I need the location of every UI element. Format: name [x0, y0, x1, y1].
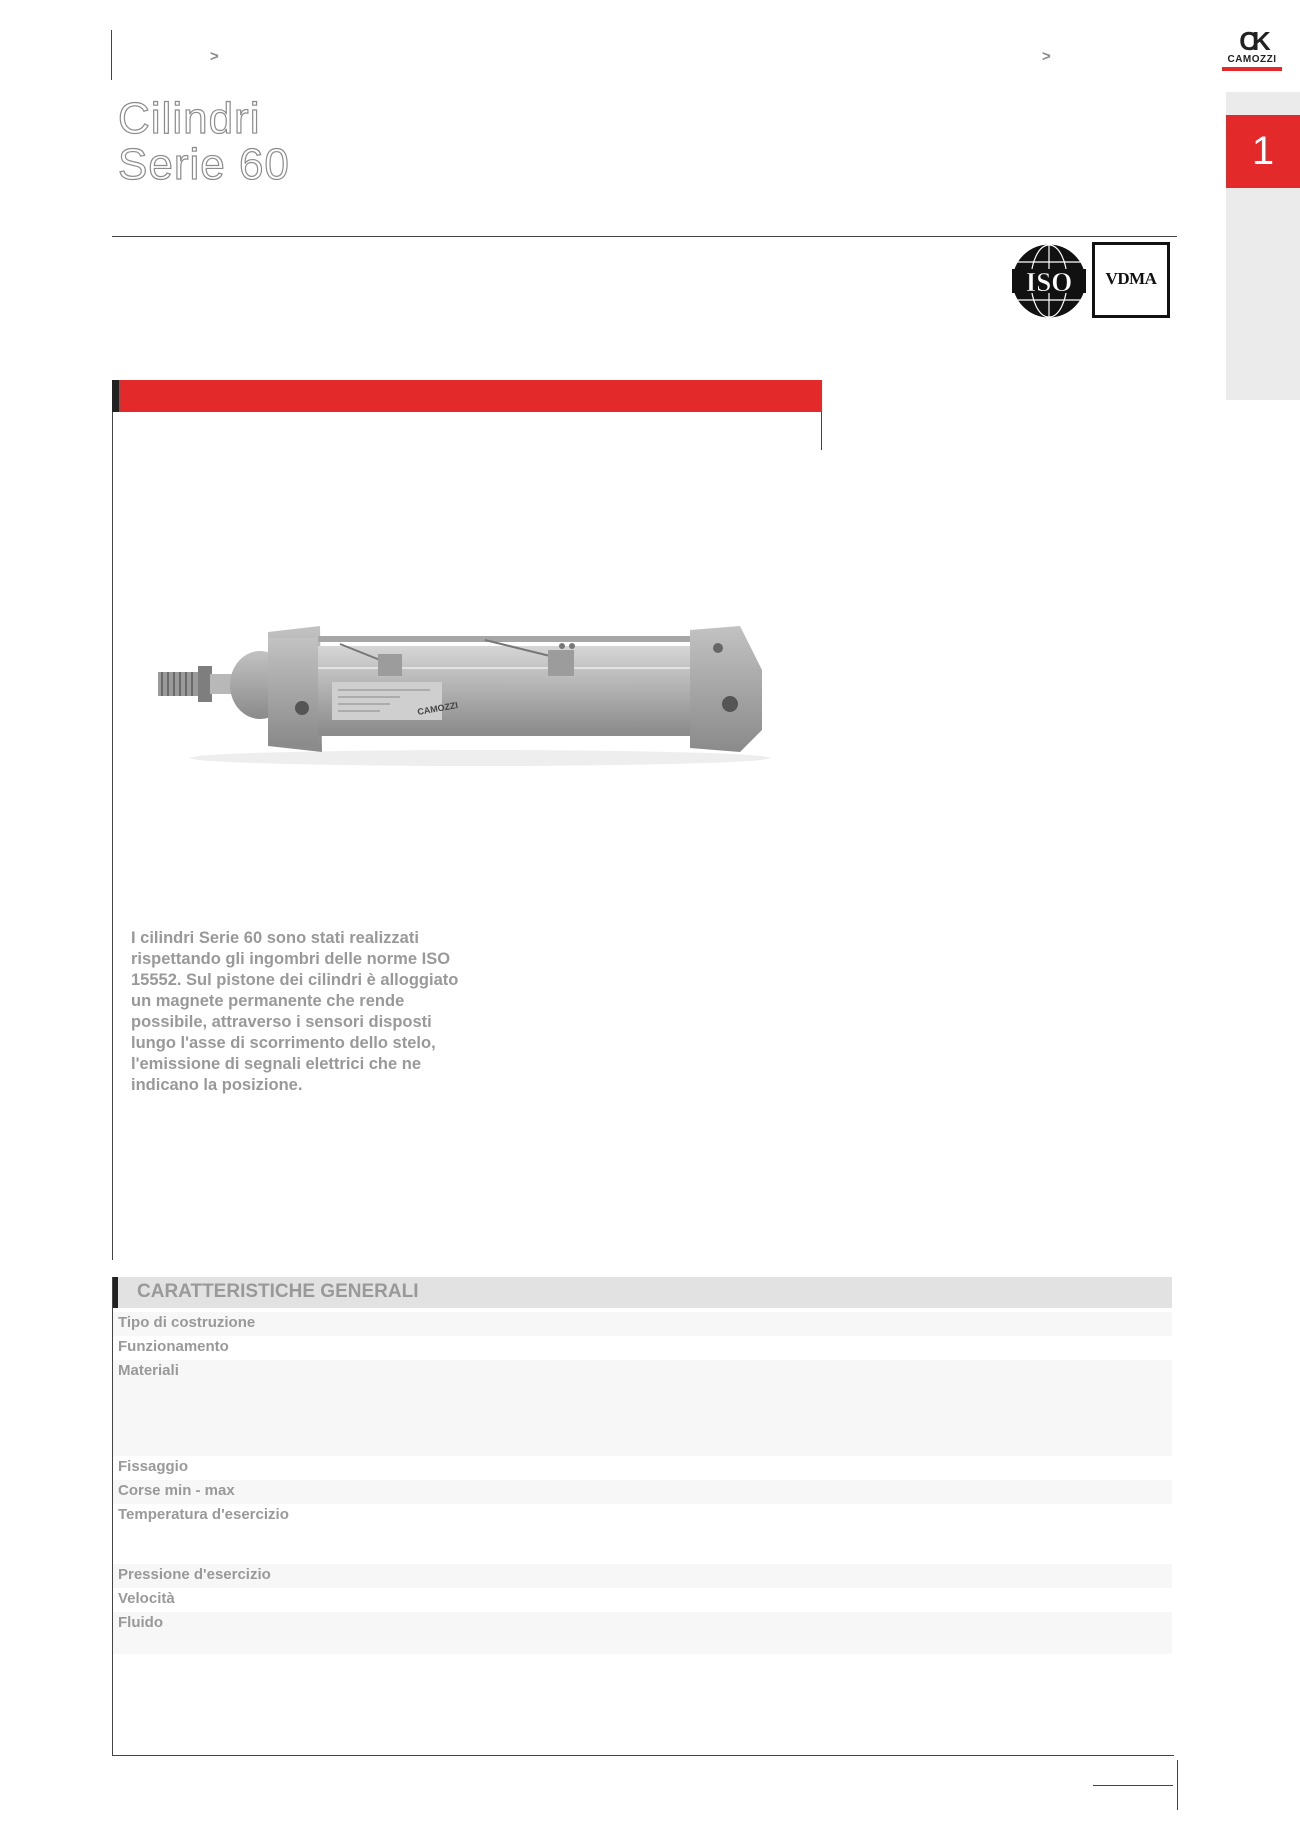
section-red-bar [112, 380, 822, 412]
spec-row [112, 1480, 1172, 1504]
header-divider [112, 236, 1177, 237]
spec-label-speed: Velocità [118, 1590, 175, 1607]
specs-title: CARATTERISTICHE GENERALI [137, 1281, 419, 1302]
page-title-line2: Serie 60 [118, 140, 290, 189]
footer-right-rule [1177, 1760, 1178, 1810]
side-tab-number[interactable]: 1 [1226, 115, 1300, 188]
spec-row [112, 1456, 1172, 1480]
spec-row [112, 1564, 1172, 1588]
camozzi-logo-icon: CK [1239, 26, 1265, 56]
spec-row [112, 1588, 1172, 1612]
breadcrumb-separator: > [210, 48, 219, 65]
cylinder-brand-label: CAMOZZI [416, 700, 459, 717]
logo-accent-bar [1222, 67, 1282, 71]
spec-label-mounting: Fissaggio [118, 1458, 189, 1475]
spec-label-construction: Tipo di costruzione [118, 1314, 256, 1331]
product-description: I cilindri Serie 60 sono stati realizzati rispettando gli ingombri delle norme ISO 15552. Sul pistone dei cilindri è alloggiato un magnete permanente che rende possibile, attraverso i sensori disposti lungo l'asse di scorrimento dello stelo, l'emissione di segnali elettrici che ne indicano la posizione. [131, 929, 459, 1094]
footer-divider [112, 1755, 1174, 1756]
spec-label-fluid: Fluido [118, 1614, 163, 1631]
spec-label-operation: Funzionamento [118, 1338, 229, 1355]
spec-row [112, 1360, 1172, 1456]
section-right-rule [821, 412, 822, 450]
iso-logo-text: ISO [1025, 267, 1073, 297]
iso-logo-icon [1010, 242, 1088, 325]
spec-row [112, 1612, 1172, 1654]
spec-row [112, 1312, 1172, 1336]
spec-label-pressure: Pressione d'esercizio [118, 1566, 271, 1583]
vdma-logo: VDMA [1092, 242, 1170, 318]
header-left-rule [111, 30, 112, 80]
specs-left-rule [112, 1277, 113, 1755]
camozzi-logo [1222, 28, 1282, 71]
content-left-rule [112, 412, 113, 1260]
pneumatic-cylinder-image [150, 610, 790, 775]
page-title [118, 96, 290, 188]
spec-label-temperature: Temperatura d'esercizio [118, 1506, 289, 1523]
spec-row [112, 1504, 1172, 1564]
breadcrumb-separator: > [1042, 48, 1051, 65]
page-title-line1: Cilindri [118, 94, 261, 143]
spec-row [112, 1336, 1172, 1360]
section-red-bar-accent [112, 380, 119, 412]
spec-label-materials: Materiali [118, 1362, 179, 1379]
logo-text: CAMOZZI [1227, 54, 1277, 65]
spec-label-strokes: Corse min - max [118, 1482, 235, 1499]
page-number-line [1093, 1785, 1173, 1786]
